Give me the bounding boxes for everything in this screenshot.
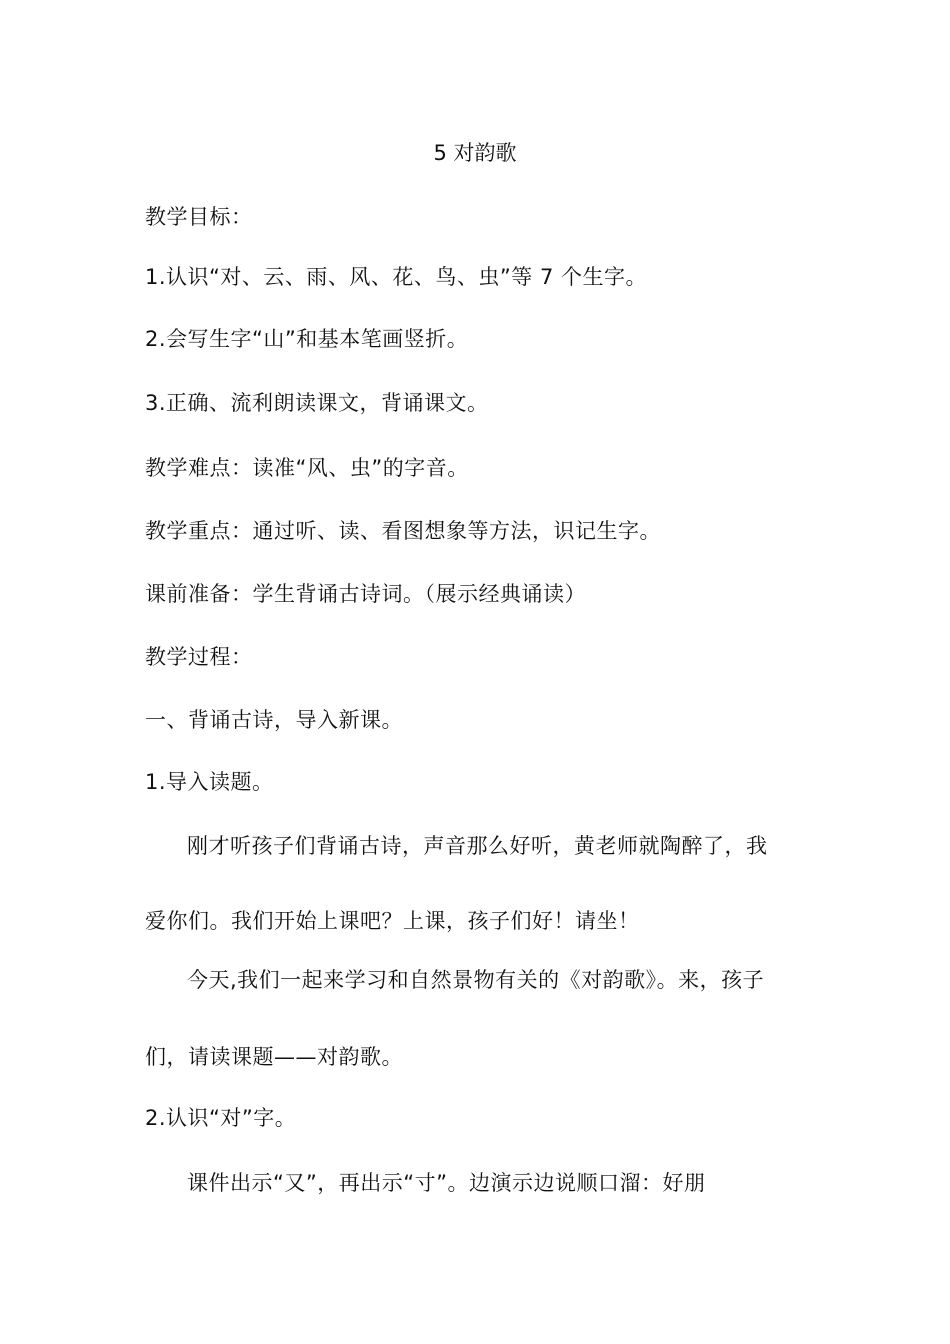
paragraph-1-line-2: 爱你们。我们开始上课吧？上课，孩子们好！请坐！	[145, 909, 640, 933]
goal-item-1: 1.认识“对、云、雨、风、花、鸟、虫”等 7 个生字。	[145, 265, 648, 289]
step-heading-1: 1.导入读题。	[145, 770, 274, 794]
teaching-focus: 教学重点：通过听、读、看图想象等方法，识记生字。	[145, 519, 661, 543]
heading-teaching-goals: 教学目标：	[145, 205, 253, 229]
document-title: 5 对韵歌	[433, 141, 517, 165]
pre-class-preparation: 课前准备：学生背诵古诗词。（展示经典诵读）	[145, 582, 586, 606]
teaching-difficulty: 教学难点：读准“风、虫”的字音。	[145, 456, 469, 480]
paragraph-2-line-2: 们，请读课题——对韵歌。	[145, 1045, 403, 1069]
goal-item-3: 3.正确、流利朗读课文，背诵课文。	[145, 391, 489, 415]
goal-item-2: 2.会写生字“山”和基本笔画竖折。	[145, 327, 469, 351]
step-heading-2: 2.认识“对”字。	[145, 1106, 297, 1130]
paragraph-3-line-1: 课件出示“又”，再出示“寸”。边演示边说顺口溜：好朋	[187, 1171, 706, 1195]
paragraph-1-line-1: 刚才听孩子们背诵古诗，声音那么好听，黄老师就陶醉了，我	[187, 834, 768, 858]
section-heading-1: 一、背诵古诗，导入新课。	[145, 708, 403, 732]
heading-teaching-process: 教学过程：	[145, 645, 253, 669]
paragraph-2-line-1: 今天,我们一起来学习和自然景物有关的《对韵歌》。来，孩子	[187, 968, 765, 992]
